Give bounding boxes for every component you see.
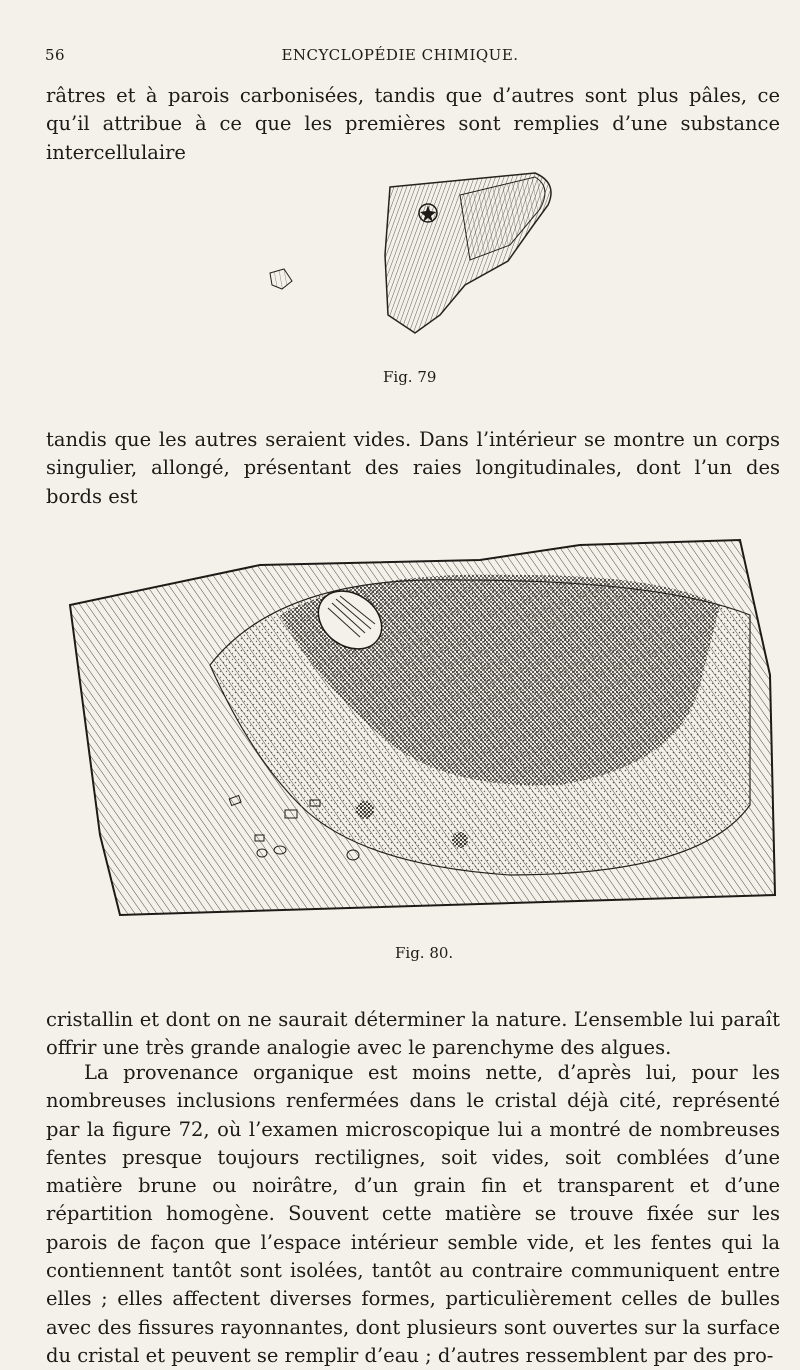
figure-80-illustration xyxy=(60,535,780,920)
page-header xyxy=(45,46,755,70)
figure-80-caption: Fig. 80. xyxy=(395,944,454,962)
paragraph-1: râtres et à parois carbonisées, tandis que d’autres sont plus pâles, ce qu’il attribue à ce que les premières sont remplies d’une substance intercellulaire xyxy=(46,84,780,164)
figure-79-caption: Fig. 79 xyxy=(383,368,437,386)
running-title: ENCYCLOPÉDIE CHIMIQUE. xyxy=(281,46,519,64)
paragraph-2: tandis que les autres seraient vides. Dans l’intérieur se montre un corps singulier, allongé, présentant des raies longitudinales, dont l’un des bords est xyxy=(46,428,780,508)
page-number: 56 xyxy=(45,46,66,64)
paragraph-4: La provenance organique est moins nette, d’après lui, pour les nombreuses inclusions renfermées dans le cristal déjà cité, représenté par la figure 72, où l’examen microscopique lui a montré de nombreuses fentes presque toujours rectilignes, soit vides, soit comblées d’une matière brune ou noirâtre, d’un grain fin et transparent et d’une répartition homogène. Souvent cette matière se trouve fixée sur les parois de façon que l’espace intérieur semble vide, et les fentes qui la contiennent tantôt sont isolées, tantôt au contraire communiquent entre elles ; elles affectent diverses formes, particulièrement celles de bulles avec des fissures rayonnantes, dont plusieurs sont ouvertes sur la surface du cristal et peuvent se remplir d’eau ; d’autres ressemblent par des pro- xyxy=(46,1061,780,1367)
figure-79-illustration xyxy=(240,165,570,365)
paragraph-3: cristallin et dont on ne saurait déterminer la nature. L’ensemble lui paraît offrir une très grande analogie avec le parenchyme des algues. xyxy=(46,1008,780,1060)
